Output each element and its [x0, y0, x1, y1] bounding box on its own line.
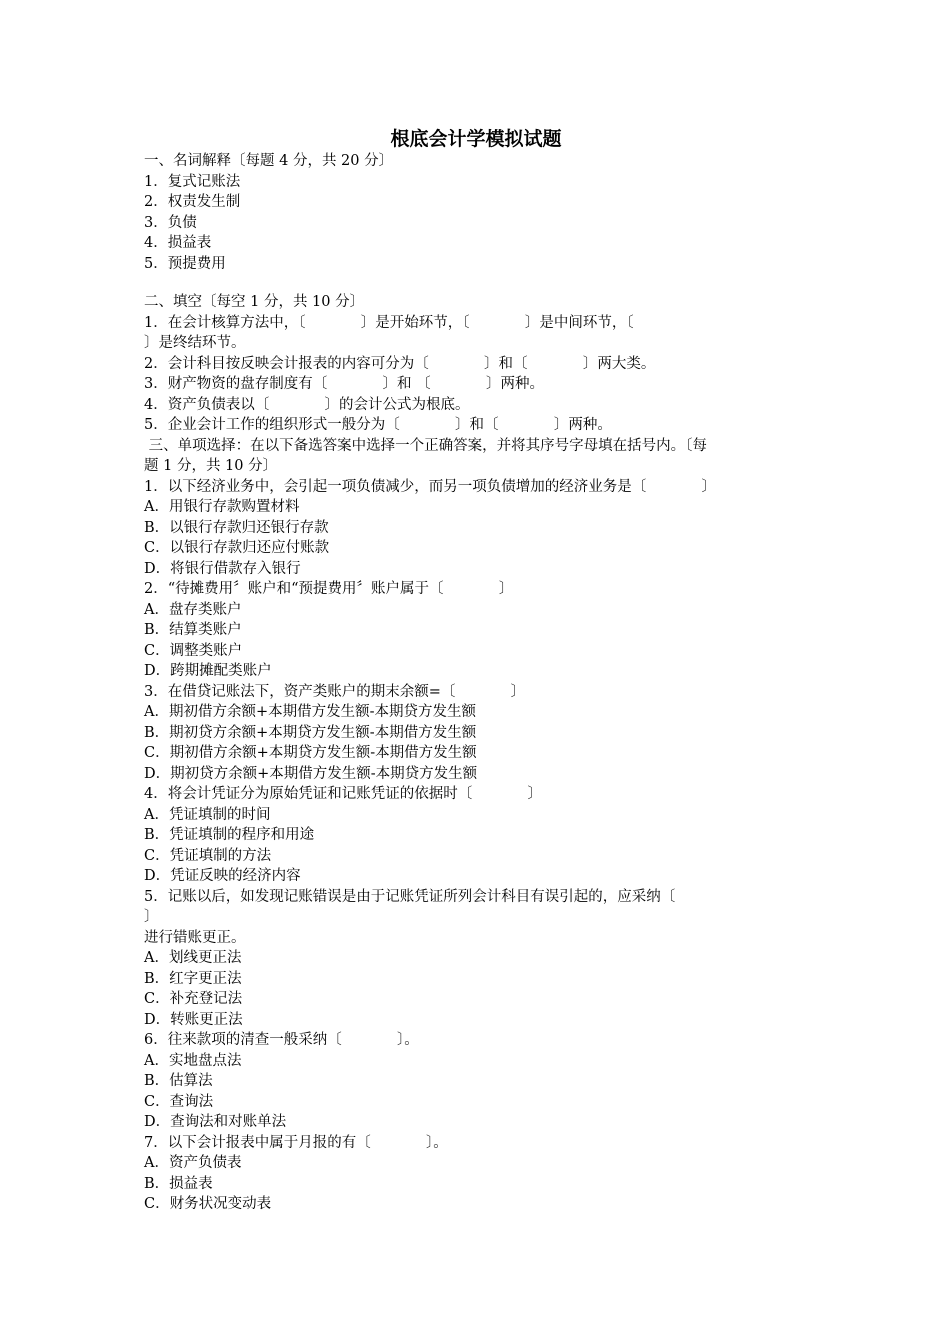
fill-question-5: 5．企业会计工作的组织形式一般分为〔 〕和〔 〕两种。 — [144, 417, 612, 433]
choice-question-3: 3．在借贷记账法下，资产类账户的期末余额=〔 〕 — [144, 683, 526, 700]
list-item: 2．权责发生制 — [144, 194, 241, 210]
option: A．用银行存款购置材料 — [144, 499, 300, 515]
section3-heading-cont: 题 1 分，共 10 分〕 — [144, 458, 278, 474]
list-item: 1．复式记账法 — [144, 173, 241, 190]
choice-question-5-cont: 〕 — [144, 909, 159, 925]
page-title: 根底会计学模拟试题 — [390, 128, 562, 150]
list-item: 3．负债 — [144, 214, 197, 231]
fill-question-3: 3．财产物资的盘存制度有〔 〕和 〔 〕两种。 — [144, 376, 544, 392]
option: D．查询法和对账单法 — [144, 1114, 287, 1130]
option: D．跨期摊配类账户 — [144, 663, 272, 679]
option: C．补充登记法 — [144, 991, 243, 1007]
option: A．实地盘点法 — [144, 1052, 242, 1069]
list-item: 4．损益表 — [144, 235, 212, 251]
list-item: 5．预提费用 — [144, 255, 226, 272]
option: B．以银行存款归还银行存款 — [144, 519, 329, 536]
choice-question-1: 1．以下经济业务中，会引起一项负债减少，而另一项负债增加的经济业务是〔 〕 — [144, 478, 717, 495]
option: A．资产负债表 — [144, 1155, 242, 1171]
option: B．红字更正法 — [144, 970, 242, 987]
section3-heading: 三、单项选择：在以下备选答案中选择一个正确答案，并将其序号字母填在括号内。〔每 — [144, 437, 707, 454]
choice-question-4: 4．将会计凭证分为原始凭证和记账凭证的依据时〔 〕 — [144, 786, 543, 802]
option: D．期初贷方余额+本期借方发生额-本期贷方发生额 — [144, 765, 478, 782]
option: C．期初借方余额+本期贷方发生额-本期借方发生额 — [144, 745, 477, 761]
section1-heading: 一、名词解释〔每题 4 分，共 20 分〕 — [144, 153, 394, 169]
option: A．期初借方余额+本期借方发生额-本期贷方发生额 — [144, 704, 477, 720]
document-page — [144, 125, 808, 1215]
fill-question-2: 2．会计科目按反映会计报表的内容可分为〔 〕和〔 〕两大类。 — [144, 355, 656, 372]
option: A．划线更正法 — [144, 950, 242, 966]
option: B．期初贷方余额+本期贷方发生额-本期借方发生额 — [144, 724, 477, 741]
section2-heading: 二、填空〔每空 1 分，共 10 分〕 — [144, 294, 365, 310]
option: C．财务状况变动表 — [144, 1196, 272, 1212]
choice-question-5-cont: 进行错账更正。 — [144, 929, 246, 946]
option: A．盘存类账户 — [144, 601, 242, 618]
option: C．查询法 — [144, 1093, 214, 1110]
choice-question-7: 7．以下会计报表中属于月报的有〔 〕。 — [144, 1134, 448, 1151]
option: A．凭证填制的时间 — [144, 806, 271, 823]
option: B．凭证填制的程序和用途 — [144, 827, 315, 843]
option: D．凭证反映的经济内容 — [144, 868, 301, 884]
option: B．损益表 — [144, 1175, 213, 1192]
choice-question-2: 2．“待摊费用〞账户和“预提费用〞账户属于〔 〕 — [144, 581, 514, 597]
option: B．结算类账户 — [144, 622, 242, 638]
option: D．将银行借款存入银行 — [144, 560, 301, 577]
fill-question-4: 4．资产负债表以〔 〕的会计公式为根底。 — [144, 396, 470, 413]
option: C．凭证填制的方法 — [144, 847, 272, 864]
option: C．调整类账户 — [144, 642, 243, 659]
option: B．估算法 — [144, 1073, 213, 1089]
choice-question-5: 5．记账以后，如发现记账错误是由于记账凭证所列会计科目有误引起的，应采纳〔 — [144, 888, 676, 905]
choice-question-6: 6．往来款项的清查一般采纳〔 〕。 — [144, 1032, 419, 1048]
fill-question-1: 1．在会计核算方法中，〔 〕是开始环节，〔 〕是中间环节，〔 — [144, 314, 634, 331]
spacer — [144, 274, 808, 292]
fill-question-1-cont: 〕是终结环节。 — [144, 335, 246, 351]
option: C．以银行存款归还应付账款 — [144, 540, 330, 556]
option: D．转账更正法 — [144, 1011, 243, 1028]
